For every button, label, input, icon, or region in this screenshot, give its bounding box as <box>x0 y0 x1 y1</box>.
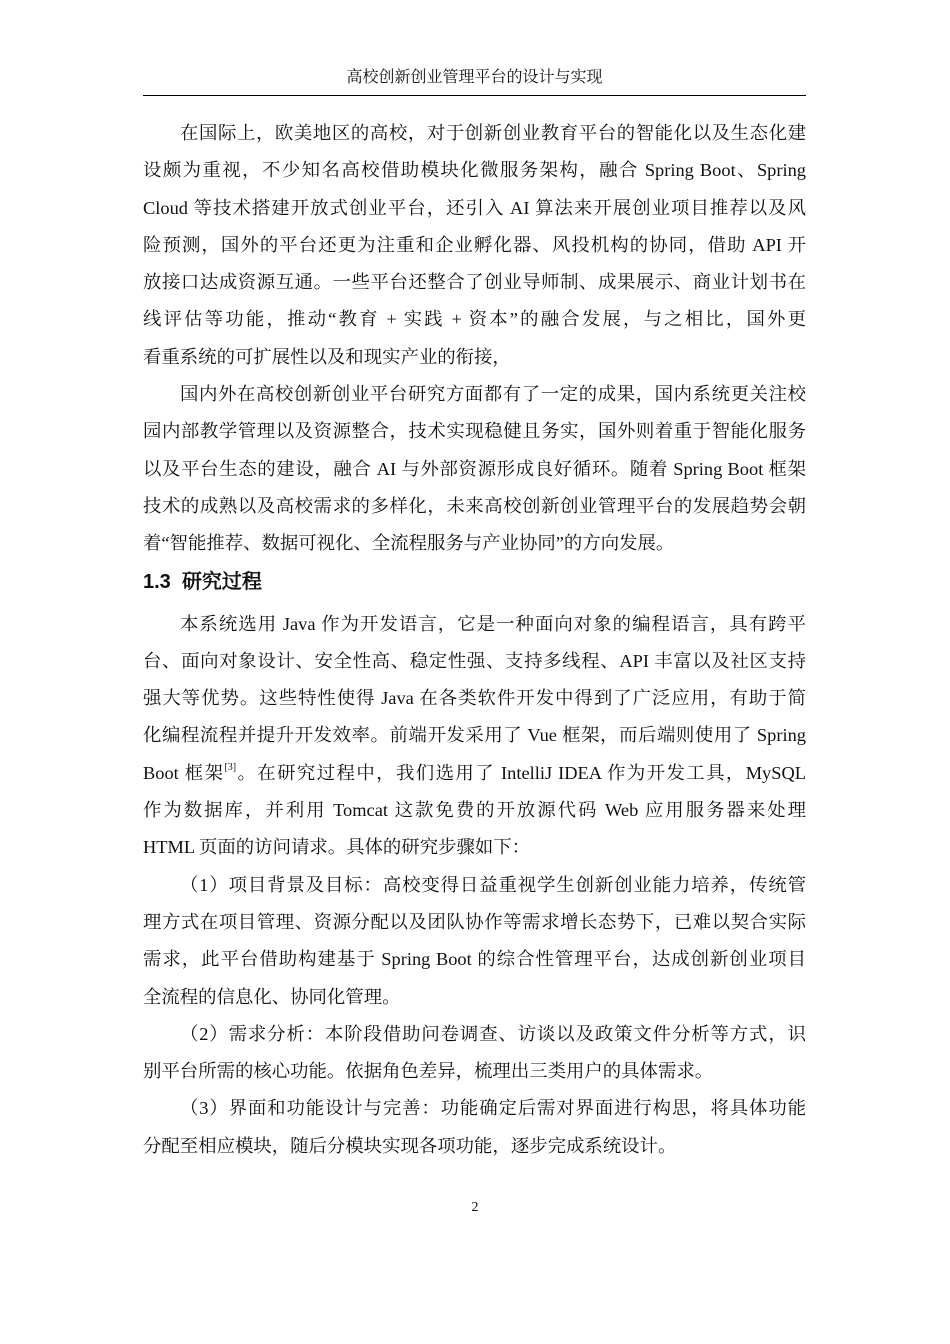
text-line: 放接口达成资源互通。一些平台还整合了创业导师制、成果展示、商业计划书在 <box>143 272 806 293</box>
text-line: 以及平台生态的建设，融合 AI 与外部资源形成良好循环。随着 Spring Boot 框架 <box>143 458 806 479</box>
running-header: 高校创新创业管理平台的设计与实现 <box>346 69 603 86</box>
paragraph <box>143 115 806 376</box>
text-line: 着“智能推荐、数据可视化、全流程服务与产业协同”的方向发展。 <box>143 533 675 554</box>
text-line: 全流程的信息化、协同化管理。 <box>143 986 401 1007</box>
text-line: 国内外在高校创新创业平台研究方面都有了一定的成果，国内系统更关注校 <box>180 384 806 405</box>
text-line: 化编程流程并提升开发效率。前端开发采用了 Vue 框架，而后端则使用了 Spring <box>143 725 806 746</box>
paragraph <box>143 376 806 562</box>
text-line: （2）需求分析：本阶段借助问卷调查、访谈以及政策文件分析等方式，识 <box>180 1023 806 1044</box>
paragraphs-steps <box>143 867 806 1165</box>
text-span: 。在研究过程中，我们选用了 IntelliJ IDEA 作为开发工具，MySQL <box>236 762 806 783</box>
text-line: 本系统选用 Java 作为开发语言，它是一种面向对象的编程语言，具有跨平 <box>180 613 806 634</box>
text-line: 理方式在项目管理、资源分配以及团队协作等需求增长态势下，已难以契合实际 <box>143 911 806 932</box>
text-line: 线评估等功能，推动“教育 + 实践 + 资本”的融合发展，与之相比，国外更 <box>143 309 806 330</box>
text-line: 险预测，国外的平台还更为注重和企业孵化器、风投机构的协同，借助 API 开 <box>143 234 806 255</box>
text-line: Cloud 等技术搭建开放式创业平台，还引入 AI 算法来开展创业项目推荐以及风 <box>143 197 806 218</box>
page-number: 2 <box>471 1200 479 1215</box>
section-heading <box>143 563 806 606</box>
citation-ref[interactable]: [3] <box>224 761 237 773</box>
text-line: 技术的成熟以及高校需求的多样化，未来高校创新创业管理平台的发展趋势会朝 <box>143 495 806 516</box>
text-line: 设颇为重视，不少知名高校借助模块化微服务架构，融合 Spring Boot、Spring <box>143 160 806 181</box>
paragraphs-intro <box>143 115 806 563</box>
text-line: （1）项目背景及目标：高校变得日益重视学生创新创业能力培养，传统管 <box>180 874 806 895</box>
text-line: （3）界面和功能设计与完善：功能确定后需对界面进行构思，将具体功能 <box>180 1098 806 1119</box>
paragraph <box>143 1016 806 1091</box>
paragraph <box>143 867 806 1016</box>
text-line: 作为数据库，并利用 Tomcat 这款免费的开放源代码 Web 应用服务器来处理 <box>143 800 806 821</box>
text-line: 需求，此平台借助构建基于 Spring Boot 的综合性管理平台，达成创新创业项目 <box>143 949 806 970</box>
text-line: 园内部教学管理以及资源整合，技术实现稳健且务实，国外则着重于智能化服务 <box>143 421 806 442</box>
text-line <box>143 755 806 792</box>
text-line: 在国际上，欧美地区的高校，对于创新创业教育平台的智能化以及生态化建 <box>180 123 806 143</box>
paragraph <box>143 1090 806 1165</box>
text-line: 别平台所需的核心功能。依据角色差异，梳理出三类用户的具体需求。 <box>143 1061 714 1082</box>
section-number: 1.3 <box>143 570 171 593</box>
section-title: 研究过程 <box>181 570 262 593</box>
text-line: 分配至相应模块，随后分模块实现各项功能，逐步完成系统设计。 <box>143 1135 677 1156</box>
text-line: 台、面向对象设计、安全性高、稳定性强、支持多线程、API 丰富以及社区支持 <box>143 650 806 671</box>
paragraph <box>143 606 806 867</box>
text-line: HTML 页面的访问请求。具体的研究步骤如下： <box>143 837 531 858</box>
text-span: Boot 框架 <box>143 762 225 783</box>
text-line: 看重系统的可扩展性以及和现实产业的衔接， <box>143 346 511 367</box>
header-rule <box>143 95 806 96</box>
page-body <box>143 115 806 1165</box>
text-line: 强大等优势。这些特性使得 Java 在各类软件开发中得到了广泛应用，有助于简 <box>143 688 806 709</box>
